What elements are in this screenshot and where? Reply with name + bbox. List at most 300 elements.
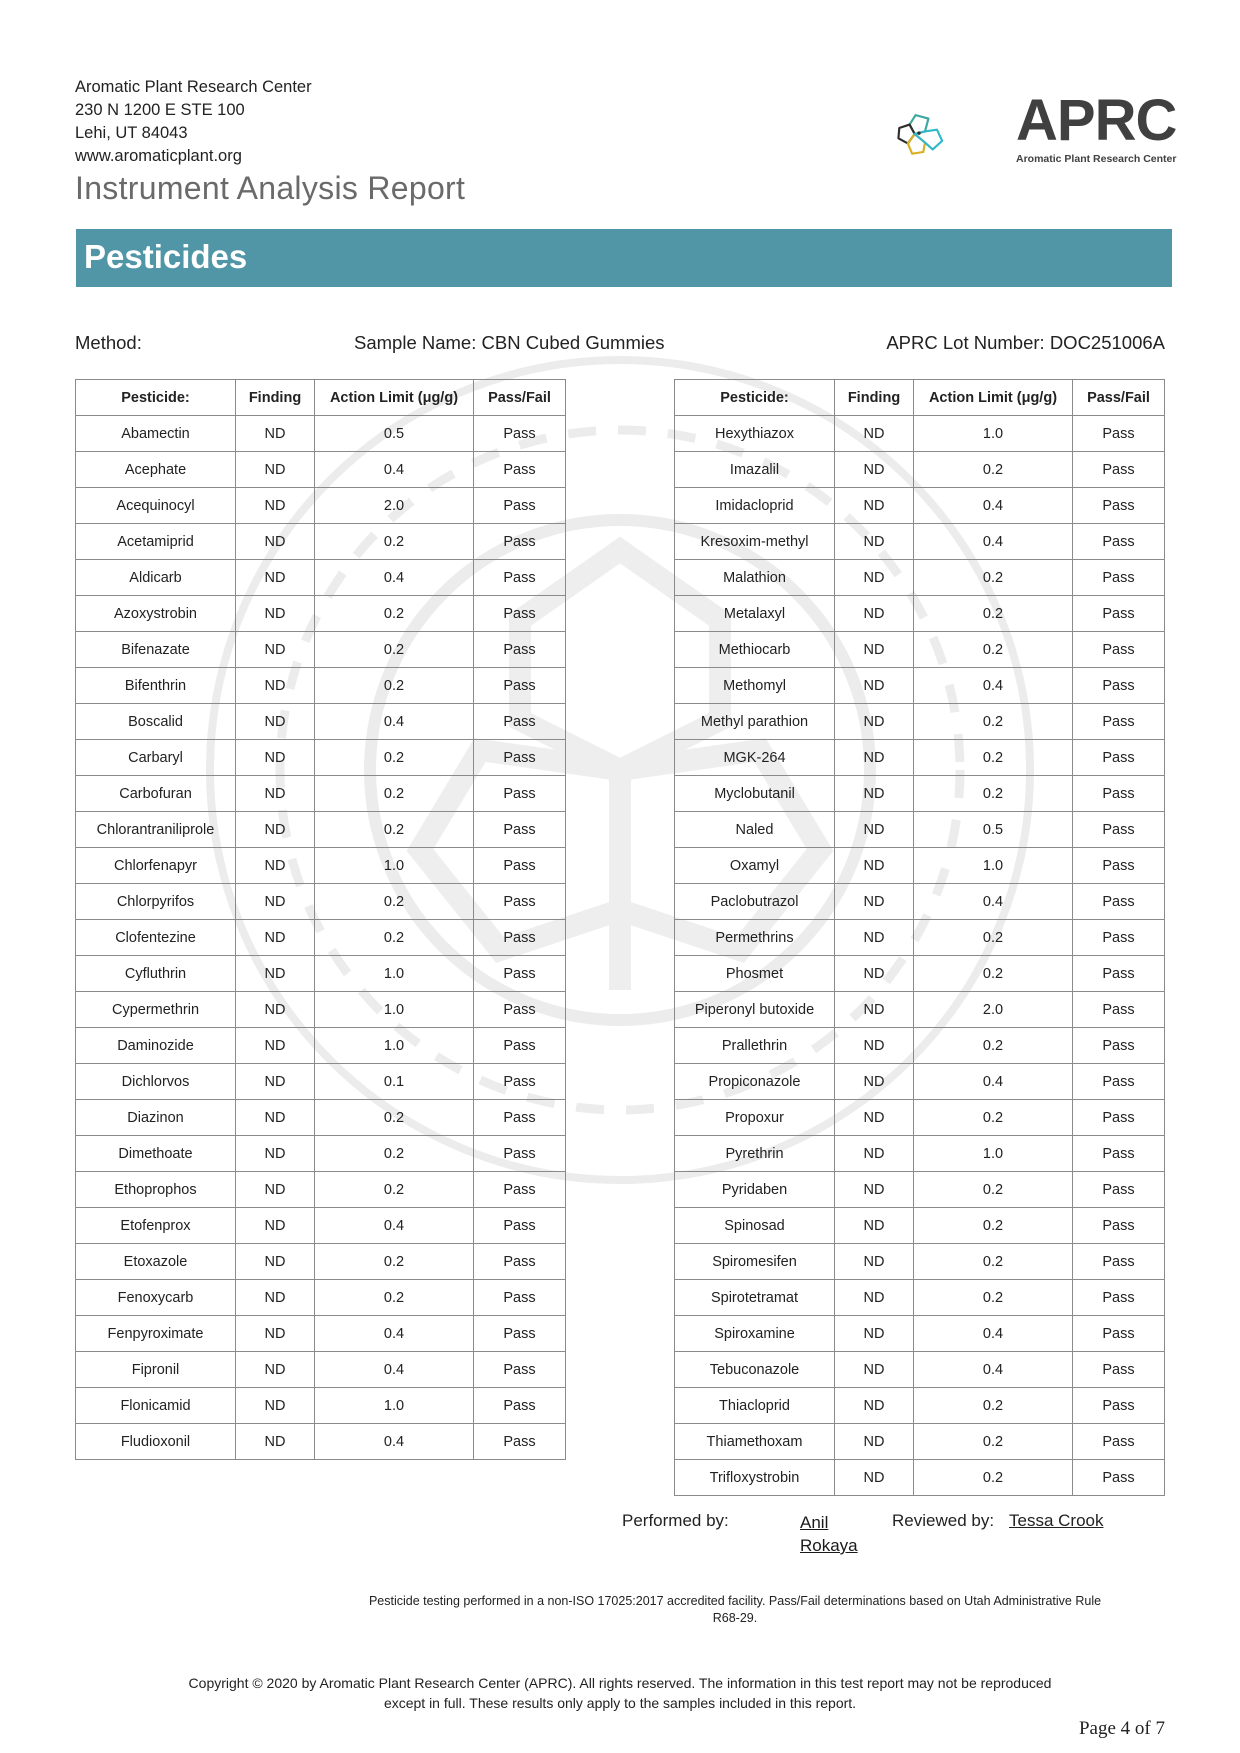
- action-limit-cell: 0.2: [914, 632, 1073, 668]
- finding-cell: ND: [835, 452, 914, 488]
- pesticide-name-cell: Abamectin: [76, 416, 236, 452]
- pass-fail-cell: Pass: [1073, 1064, 1165, 1100]
- pass-fail-cell: Pass: [474, 596, 566, 632]
- table-header-row: [76, 380, 566, 416]
- pesticide-name-cell: Methyl parathion: [675, 704, 835, 740]
- pass-fail-cell: Pass: [1073, 416, 1165, 452]
- pesticide-name-cell: Spirotetramat: [675, 1280, 835, 1316]
- finding-cell: ND: [835, 488, 914, 524]
- pass-fail-cell: Pass: [474, 992, 566, 1028]
- pass-fail-cell: Pass: [474, 956, 566, 992]
- performed-by-name-line: Anil: [800, 1513, 829, 1532]
- finding-cell: ND: [835, 1352, 914, 1388]
- pesticide-table-right: [674, 379, 1165, 1496]
- action-limit-cell: 0.2: [315, 776, 474, 812]
- table-row: [76, 1136, 566, 1172]
- action-limit-cell: 0.4: [914, 668, 1073, 704]
- action-limit-cell: 0.4: [315, 560, 474, 596]
- reviewed-by-label: Reviewed by:: [892, 1511, 995, 1530]
- table-row: [76, 1172, 566, 1208]
- finding-cell: ND: [835, 740, 914, 776]
- pesticide-name-cell: Bifenazate: [76, 632, 236, 668]
- pass-fail-cell: Pass: [474, 560, 566, 596]
- pass-fail-cell: Pass: [474, 416, 566, 452]
- pass-fail-cell: Pass: [474, 1100, 566, 1136]
- pesticide-name-cell: Metalaxyl: [675, 596, 835, 632]
- table-row: [675, 524, 1165, 560]
- pass-fail-cell: Pass: [1073, 884, 1165, 920]
- action-limit-cell: 0.4: [315, 1316, 474, 1352]
- pesticide-name-cell: Permethrins: [675, 920, 835, 956]
- pass-fail-cell: Pass: [1073, 1280, 1165, 1316]
- pesticide-name-cell: Chlorfenapyr: [76, 848, 236, 884]
- action-limit-cell: 0.4: [315, 1352, 474, 1388]
- pass-fail-cell: Pass: [1073, 992, 1165, 1028]
- action-limit-cell: 0.5: [315, 416, 474, 452]
- table-row: [675, 1028, 1165, 1064]
- table-row: [76, 776, 566, 812]
- section-header-bar: [76, 229, 1172, 287]
- finding-cell: ND: [236, 632, 315, 668]
- finding-cell: ND: [236, 704, 315, 740]
- pass-fail-cell: Pass: [1073, 524, 1165, 560]
- table-row: [76, 1388, 566, 1424]
- pass-fail-cell: Pass: [474, 1280, 566, 1316]
- table-row: [76, 1028, 566, 1064]
- table-row: [76, 812, 566, 848]
- table-row: [76, 1316, 566, 1352]
- action-limit-cell: 0.2: [914, 704, 1073, 740]
- pesticide-name-cell: Acequinocyl: [76, 488, 236, 524]
- finding-cell: ND: [835, 884, 914, 920]
- finding-cell: ND: [236, 452, 315, 488]
- table-row: [76, 884, 566, 920]
- table-row: [76, 524, 566, 560]
- table-row: [76, 632, 566, 668]
- column-header-finding: Finding: [236, 380, 315, 416]
- action-limit-cell: 0.2: [315, 1136, 474, 1172]
- pesticide-name-cell: Imidacloprid: [675, 488, 835, 524]
- pass-fail-cell: Pass: [1073, 848, 1165, 884]
- table-row: [675, 452, 1165, 488]
- method-label: Method:: [75, 332, 142, 353]
- finding-cell: ND: [236, 1100, 315, 1136]
- action-limit-cell: 0.2: [315, 1100, 474, 1136]
- pesticide-name-cell: Carbofuran: [76, 776, 236, 812]
- pesticide-name-cell: Prallethrin: [675, 1028, 835, 1064]
- finding-cell: ND: [236, 416, 315, 452]
- finding-cell: ND: [236, 848, 315, 884]
- table-row: [675, 1424, 1165, 1460]
- table-row: [76, 1244, 566, 1280]
- pass-fail-cell: Pass: [474, 1136, 566, 1172]
- pesticide-name-cell: Ethoprophos: [76, 1172, 236, 1208]
- pass-fail-cell: Pass: [1073, 632, 1165, 668]
- action-limit-cell: 2.0: [914, 992, 1073, 1028]
- column-header-pesticide: Pesticide:: [76, 380, 236, 416]
- action-limit-cell: 0.2: [914, 596, 1073, 632]
- table-row: [675, 1280, 1165, 1316]
- action-limit-cell: 0.2: [315, 1172, 474, 1208]
- finding-cell: ND: [236, 740, 315, 776]
- action-limit-cell: 0.2: [315, 740, 474, 776]
- column-header-pass-fail: Pass/Fail: [474, 380, 566, 416]
- table-row: [675, 1460, 1165, 1496]
- finding-cell: ND: [835, 1064, 914, 1100]
- pesticide-name-cell: Kresoxim-methyl: [675, 524, 835, 560]
- finding-cell: ND: [236, 776, 315, 812]
- reviewed-by-name[interactable]: Tessa Crook: [1009, 1511, 1104, 1530]
- table-row: [76, 596, 566, 632]
- pass-fail-cell: Pass: [1073, 1316, 1165, 1352]
- performed-by-label: Performed by:: [622, 1511, 729, 1530]
- table-row: [675, 1136, 1165, 1172]
- table-row: [675, 1316, 1165, 1352]
- finding-cell: ND: [236, 1028, 315, 1064]
- pass-fail-cell: Pass: [1073, 956, 1165, 992]
- pass-fail-cell: Pass: [474, 452, 566, 488]
- pass-fail-cell: Pass: [1073, 776, 1165, 812]
- table-row: [76, 560, 566, 596]
- pesticide-name-cell: Etofenprox: [76, 1208, 236, 1244]
- pass-fail-cell: Pass: [1073, 920, 1165, 956]
- finding-cell: ND: [236, 1316, 315, 1352]
- finding-cell: ND: [236, 1136, 315, 1172]
- table-row: [76, 1100, 566, 1136]
- table-row: [76, 1208, 566, 1244]
- pesticide-name-cell: Spinosad: [675, 1208, 835, 1244]
- address-line: 230 N 1200 E STE 100: [75, 101, 245, 119]
- pass-fail-cell: Pass: [474, 1352, 566, 1388]
- table-row: [675, 416, 1165, 452]
- pesticide-name-cell: Boscalid: [76, 704, 236, 740]
- finding-cell: ND: [236, 992, 315, 1028]
- table-row: [675, 488, 1165, 524]
- action-limit-cell: 0.5: [914, 812, 1073, 848]
- finding-cell: ND: [236, 668, 315, 704]
- table-row: [76, 1352, 566, 1388]
- action-limit-cell: 0.2: [315, 884, 474, 920]
- page-number: Page 4 of 7: [1078, 1718, 1165, 1739]
- finding-cell: ND: [236, 1280, 315, 1316]
- pesticide-name-cell: Aldicarb: [76, 560, 236, 596]
- table-row: [675, 1100, 1165, 1136]
- pass-fail-cell: Pass: [1073, 1100, 1165, 1136]
- pesticide-name-cell: Etoxazole: [76, 1244, 236, 1280]
- pesticide-name-cell: Thiacloprid: [675, 1388, 835, 1424]
- finding-cell: ND: [236, 956, 315, 992]
- action-limit-cell: 0.4: [914, 524, 1073, 560]
- action-limit-cell: 0.4: [315, 452, 474, 488]
- table-row: [76, 452, 566, 488]
- pesticide-name-cell: Diazinon: [76, 1100, 236, 1136]
- pesticide-name-cell: Piperonyl butoxide: [675, 992, 835, 1028]
- action-limit-cell: 0.4: [914, 1064, 1073, 1100]
- pesticide-name-cell: Azoxystrobin: [76, 596, 236, 632]
- finding-cell: ND: [236, 1388, 315, 1424]
- pass-fail-cell: Pass: [1073, 1424, 1165, 1460]
- table-row: [76, 848, 566, 884]
- table-row: [675, 560, 1165, 596]
- section-title: Pesticides: [84, 238, 248, 275]
- finding-cell: ND: [236, 488, 315, 524]
- finding-cell: ND: [236, 1424, 315, 1460]
- finding-cell: ND: [835, 596, 914, 632]
- pesticide-name-cell: Fludioxonil: [76, 1424, 236, 1460]
- pesticide-name-cell: Pyrethrin: [675, 1136, 835, 1172]
- pesticide-name-cell: Paclobutrazol: [675, 884, 835, 920]
- pesticide-name-cell: Oxamyl: [675, 848, 835, 884]
- pass-fail-cell: Pass: [1073, 704, 1165, 740]
- action-limit-cell: 0.4: [315, 1208, 474, 1244]
- action-limit-cell: 0.1: [315, 1064, 474, 1100]
- action-limit-cell: 0.4: [315, 704, 474, 740]
- pass-fail-cell: Pass: [1073, 1460, 1165, 1496]
- action-limit-cell: 0.2: [315, 920, 474, 956]
- finding-cell: ND: [236, 884, 315, 920]
- table-row: [76, 956, 566, 992]
- action-limit-cell: 0.2: [315, 668, 474, 704]
- action-limit-cell: 0.2: [914, 740, 1073, 776]
- action-limit-cell: 1.0: [315, 956, 474, 992]
- action-limit-cell: 0.2: [914, 1244, 1073, 1280]
- table-row: [675, 776, 1165, 812]
- column-header-pesticide: Pesticide:: [675, 380, 835, 416]
- table-row: [76, 1280, 566, 1316]
- action-limit-cell: 0.2: [914, 956, 1073, 992]
- pass-fail-cell: Pass: [1073, 740, 1165, 776]
- pesticide-name-cell: Trifloxystrobin: [675, 1460, 835, 1496]
- table-row: [675, 1208, 1165, 1244]
- pass-fail-cell: Pass: [1073, 1172, 1165, 1208]
- action-limit-cell: 0.2: [914, 1424, 1073, 1460]
- action-limit-cell: 0.2: [914, 1172, 1073, 1208]
- pass-fail-cell: Pass: [474, 1028, 566, 1064]
- pass-fail-cell: Pass: [474, 1208, 566, 1244]
- table-row: [76, 704, 566, 740]
- table-row: [675, 1388, 1165, 1424]
- finding-cell: ND: [835, 1100, 914, 1136]
- copyright-notice: Copyright © 2020 by Aromatic Plant Research Center (APRC). All rights reserved. The information in this test report may not be reproduced except in full. These results only apply to the samples included in this report.: [188, 1675, 1052, 1711]
- action-limit-cell: 0.2: [315, 596, 474, 632]
- pass-fail-cell: Pass: [474, 920, 566, 956]
- table-row: [76, 992, 566, 1028]
- action-limit-cell: 1.0: [315, 1028, 474, 1064]
- pass-fail-cell: Pass: [1073, 452, 1165, 488]
- table-row: [76, 740, 566, 776]
- pesticide-name-cell: Clofentezine: [76, 920, 236, 956]
- report-title: Instrument Analysis Report: [75, 170, 466, 206]
- action-limit-cell: 0.2: [914, 1460, 1073, 1496]
- pesticide-name-cell: Methiocarb: [675, 632, 835, 668]
- pesticide-name-cell: Fenpyroximate: [76, 1316, 236, 1352]
- finding-cell: ND: [835, 1316, 914, 1352]
- pass-fail-cell: Pass: [1073, 1136, 1165, 1172]
- action-limit-cell: 0.2: [914, 560, 1073, 596]
- finding-cell: ND: [835, 1208, 914, 1244]
- pass-fail-cell: Pass: [474, 848, 566, 884]
- pass-fail-cell: Pass: [1073, 1352, 1165, 1388]
- pesticide-name-cell: Tebuconazole: [675, 1352, 835, 1388]
- table-row: [675, 704, 1165, 740]
- pesticide-name-cell: Fipronil: [76, 1352, 236, 1388]
- pass-fail-cell: Pass: [474, 1316, 566, 1352]
- action-limit-cell: 0.2: [914, 920, 1073, 956]
- pesticide-name-cell: Daminozide: [76, 1028, 236, 1064]
- pass-fail-cell: Pass: [1073, 560, 1165, 596]
- pesticide-name-cell: Cypermethrin: [76, 992, 236, 1028]
- table-row: [675, 956, 1165, 992]
- finding-cell: ND: [835, 668, 914, 704]
- finding-cell: ND: [835, 776, 914, 812]
- action-limit-cell: 0.4: [914, 1316, 1073, 1352]
- action-limit-cell: 1.0: [914, 1136, 1073, 1172]
- pass-fail-cell: Pass: [474, 776, 566, 812]
- address-line: Lehi, UT 84043: [75, 124, 188, 142]
- pesticide-name-cell: Hexythiazox: [675, 416, 835, 452]
- table-row: [675, 740, 1165, 776]
- table-row: [76, 488, 566, 524]
- pass-fail-cell: Pass: [474, 668, 566, 704]
- action-limit-cell: 0.4: [914, 488, 1073, 524]
- action-limit-cell: 0.4: [914, 1352, 1073, 1388]
- table-row: [675, 1064, 1165, 1100]
- pesticide-name-cell: Pyridaben: [675, 1172, 835, 1208]
- finding-cell: ND: [236, 1352, 315, 1388]
- pesticide-name-cell: Naled: [675, 812, 835, 848]
- action-limit-cell: 1.0: [315, 848, 474, 884]
- finding-cell: ND: [236, 524, 315, 560]
- finding-cell: ND: [236, 920, 315, 956]
- finding-cell: ND: [835, 848, 914, 884]
- pesticide-name-cell: Acetamiprid: [76, 524, 236, 560]
- finding-cell: ND: [835, 524, 914, 560]
- finding-cell: ND: [835, 632, 914, 668]
- table-row: [675, 1244, 1165, 1280]
- action-limit-cell: 0.2: [315, 524, 474, 560]
- lot-number: APRC Lot Number: DOC251006A: [886, 332, 1165, 353]
- table-row: [675, 848, 1165, 884]
- finding-cell: ND: [835, 704, 914, 740]
- finding-cell: ND: [236, 1172, 315, 1208]
- table-header-row: [675, 380, 1165, 416]
- table-row: [675, 668, 1165, 704]
- action-limit-cell: 0.2: [914, 1280, 1073, 1316]
- finding-cell: ND: [835, 812, 914, 848]
- pesticide-name-cell: Phosmet: [675, 956, 835, 992]
- finding-cell: ND: [236, 1244, 315, 1280]
- pesticide-name-cell: Methomyl: [675, 668, 835, 704]
- pass-fail-cell: Pass: [474, 1244, 566, 1280]
- pesticide-name-cell: Propiconazole: [675, 1064, 835, 1100]
- finding-cell: ND: [835, 416, 914, 452]
- pass-fail-cell: Pass: [1073, 596, 1165, 632]
- pesticide-name-cell: MGK-264: [675, 740, 835, 776]
- finding-cell: ND: [835, 1244, 914, 1280]
- performed-by-name[interactable]: [800, 1511, 858, 1557]
- action-limit-cell: 1.0: [315, 1388, 474, 1424]
- performed-by-name-line: Rokaya: [800, 1536, 858, 1555]
- address-line-website: www.aromaticplant.org: [75, 147, 242, 165]
- pesticide-name-cell: Chlorantraniliprole: [76, 812, 236, 848]
- pass-fail-cell: Pass: [474, 1064, 566, 1100]
- column-header-action-limit: Action Limit (μg/g): [315, 380, 474, 416]
- action-limit-cell: 0.4: [914, 884, 1073, 920]
- finding-cell: ND: [236, 596, 315, 632]
- pass-fail-cell: Pass: [474, 884, 566, 920]
- action-limit-cell: 0.2: [315, 812, 474, 848]
- pass-fail-cell: Pass: [1073, 1388, 1165, 1424]
- lab-address: [75, 76, 312, 168]
- finding-cell: ND: [236, 560, 315, 596]
- testing-disclaimer: Pesticide testing performed in a non-ISO 17025:2017 accredited facility. Pass/Fail determinations based on Utah Administrative Rule R68-29.: [368, 1594, 1102, 1625]
- pass-fail-cell: Pass: [474, 740, 566, 776]
- finding-cell: ND: [236, 1208, 315, 1244]
- finding-cell: ND: [835, 560, 914, 596]
- pesticide-name-cell: Acephate: [76, 452, 236, 488]
- pesticide-name-cell: Fenoxycarb: [76, 1280, 236, 1316]
- column-header-action-limit: Action Limit (μg/g): [914, 380, 1073, 416]
- pesticide-name-cell: Bifenthrin: [76, 668, 236, 704]
- finding-cell: ND: [835, 1136, 914, 1172]
- table-row: [675, 920, 1165, 956]
- finding-cell: ND: [236, 1064, 315, 1100]
- finding-cell: ND: [835, 1460, 914, 1496]
- finding-cell: ND: [835, 1028, 914, 1064]
- pass-fail-cell: Pass: [474, 704, 566, 740]
- finding-cell: ND: [835, 1424, 914, 1460]
- pass-fail-cell: Pass: [474, 488, 566, 524]
- pesticide-name-cell: Chlorpyrifos: [76, 884, 236, 920]
- pass-fail-cell: Pass: [474, 524, 566, 560]
- finding-cell: ND: [835, 956, 914, 992]
- table-row: [76, 1064, 566, 1100]
- finding-cell: ND: [835, 992, 914, 1028]
- action-limit-cell: 0.2: [914, 1100, 1073, 1136]
- table-row: [675, 884, 1165, 920]
- table-row: [675, 1352, 1165, 1388]
- action-limit-cell: 0.2: [914, 1388, 1073, 1424]
- table-row: [76, 1424, 566, 1460]
- sample-name: Sample Name: CBN Cubed Gummies: [354, 332, 665, 353]
- pesticide-name-cell: Imazalil: [675, 452, 835, 488]
- table-row: [675, 1172, 1165, 1208]
- table-row: [675, 992, 1165, 1028]
- pesticide-name-cell: Spiroxamine: [675, 1316, 835, 1352]
- pesticide-name-cell: Propoxur: [675, 1100, 835, 1136]
- pass-fail-cell: Pass: [1073, 488, 1165, 524]
- finding-cell: ND: [236, 812, 315, 848]
- pass-fail-cell: Pass: [474, 1172, 566, 1208]
- column-header-pass-fail: Pass/Fail: [1073, 380, 1165, 416]
- table-row: [76, 668, 566, 704]
- action-limit-cell: 0.4: [315, 1424, 474, 1460]
- action-limit-cell: 0.2: [914, 452, 1073, 488]
- table-row: [76, 920, 566, 956]
- pass-fail-cell: Pass: [1073, 1244, 1165, 1280]
- pass-fail-cell: Pass: [1073, 1028, 1165, 1064]
- logo-subtext: Aromatic Plant Research Center: [1016, 153, 1177, 165]
- table-row: [675, 632, 1165, 668]
- pesticide-name-cell: Myclobutanil: [675, 776, 835, 812]
- finding-cell: ND: [835, 1388, 914, 1424]
- finding-cell: ND: [835, 1280, 914, 1316]
- table-row: [76, 416, 566, 452]
- pass-fail-cell: Pass: [1073, 1208, 1165, 1244]
- action-limit-cell: 0.2: [315, 1244, 474, 1280]
- pesticide-name-cell: Carbaryl: [76, 740, 236, 776]
- pesticide-name-cell: Flonicamid: [76, 1388, 236, 1424]
